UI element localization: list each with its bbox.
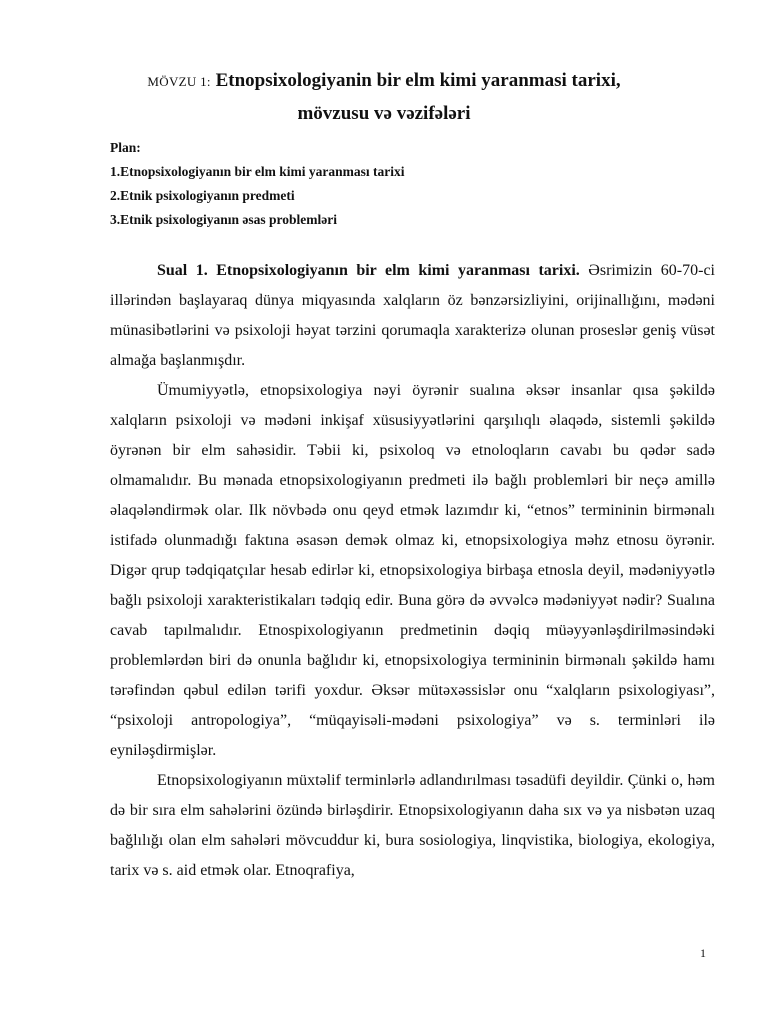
paragraph-text: Ümumiyyətlə, etnopsixologiya nəyi öyrənir sualına əksər insanlar qısa şəkildə xalqların psixoloji və mədəni inkişaf xüsusiyyətlərini qarşılıqlı əlaqədə, sistemli şəkildə öyrənən bir elm sahəsidir. Təbii ki, psixoloq və etnoloqların cavabı bu qədər sadə olmamalıdır. Bu mənada etnopsixologiyanın predmeti ilə bağlı problemləri bir neçə amillə əlaqələndirmək olar. Ilk növbədə onu qeyd etmək lazımdır ki, “etnos” termininin birmənalı istifadə olunmadığı faktına əsasən demək olmaz ki, etnopsixologiya məhz etnosu öyrənir. Digər qrup tədqiqatçılar hesab edirlər ki, etnopsixologiya birbaşa etnosla deyil, mədəniyyətlə bağlı psixoloji xarakteristikaları tədqiq edir. Buna görə də əvvəlcə mədəniyyət nədir? Sualına cavab tapılmalıdır. Etnospixologiyanın predmetinin dəqiq müəyyənləşdirilməsindəki problemlərdən biri də onunla bağlıdır ki, etnopsixologiya termininin birmənalı şəkildə hamı tərəfindən qəbul edilən tərifi yoxdur. Əksər mütəxəssislər onu “xalqların psixologiyası”, “psixoloji antropologiya”, “müqayisəli-mədəni psixologiya” və s. terminləri ilə eyniləşdirmişlər. bbox=[110, 382, 715, 759]
paragraph-text: Etnopsixologiyanın müxtəlif terminlərlə adlandırılması təsadüfi deyildir. Çünki o, həm də bir sıra elm sahələrini özündə birləşdirir. Etnopsixologiyanın daha sıx və ya nisbətən uzaq bağlılığı olan elm sahələri mövcuddur ki, bura sosiologiya, linqvistika, biologiya, ekologiya, tarix və s. aid etmək olar. Etnoqrafiya, bbox=[110, 772, 715, 879]
paragraph bbox=[110, 376, 715, 766]
plan-heading: Plan: bbox=[110, 140, 141, 155]
paragraph bbox=[110, 766, 715, 886]
plan-item: 2.Etnik psixologiyanın predmeti bbox=[110, 188, 295, 203]
paragraph-text: Əsrimizin 60-70-ci illərindən başlayaraq dünya miqyasında xalqların öz bənzərsizliyini, orijinallığını, mədəni münasibətlərini və psixoloji həyat tərzini qorumaqla xarakterizə olunan proseslər geniş vüsət almağa başlanmışdır. bbox=[110, 262, 716, 369]
title-main: Etnopsixologiyanin bir elm kimi yaranmasi tarixi, bbox=[215, 70, 621, 91]
plan-item: 3.Etnik psixologiyanın əsas problemləri bbox=[110, 212, 338, 227]
plan-section bbox=[110, 136, 405, 232]
document-title bbox=[0, 70, 768, 92]
plan-item: 1.Etnopsixologiyanın bir elm kimi yaranması tarixi bbox=[110, 164, 405, 179]
question-heading: Sual 1. Etnopsixologiyanın bir elm kimi yaranması tarixi. bbox=[157, 262, 580, 279]
title-prefix: MÖVZU 1: bbox=[147, 74, 211, 89]
paragraph bbox=[110, 256, 715, 376]
document-title-line2: mövzusu və vəzifələri bbox=[297, 103, 471, 124]
body-text bbox=[110, 256, 715, 886]
page-number: 1 bbox=[700, 946, 706, 960]
